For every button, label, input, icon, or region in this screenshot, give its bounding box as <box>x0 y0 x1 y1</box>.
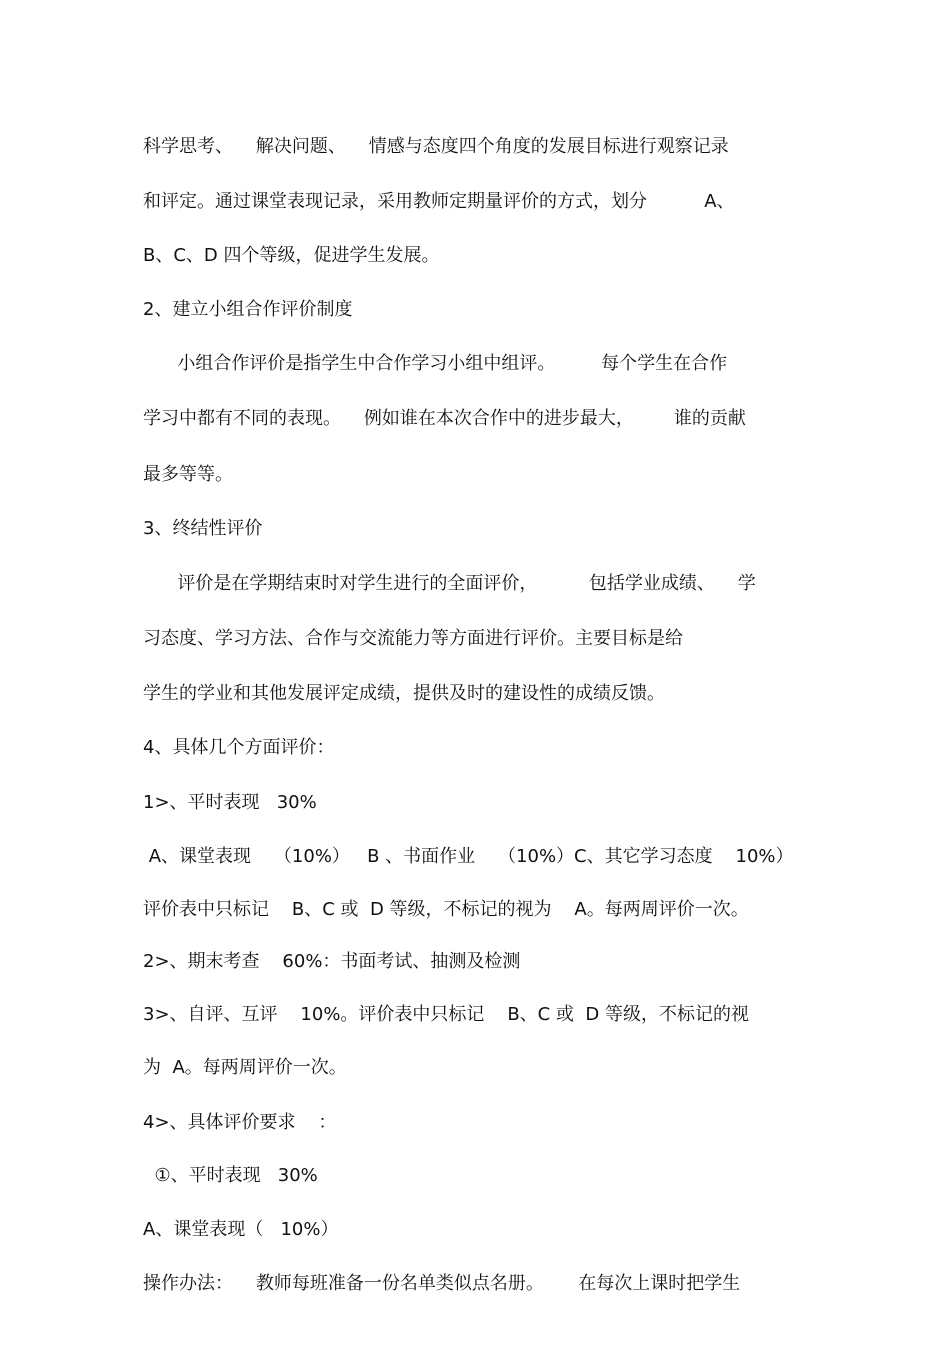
section-heading: 3、终结性评价 <box>143 518 263 539</box>
text-line: 为 A。每两周评价一次。 <box>143 1057 347 1078</box>
text-line: 小组合作评价是指学生中合作学习小组中组评。 每个学生在合作 <box>143 353 728 374</box>
text-line: 评价是在学期结束时对学生进行的全面评价， 包括学业成绩、 学 <box>143 573 756 594</box>
text-line: 最多等等。 <box>143 464 233 485</box>
text-line: A、课堂表现（ 10%） <box>143 1219 339 1240</box>
text-line: 2>、期末考查 60%：书面考试、抽测及检测 <box>143 951 521 972</box>
text-line: 和评定。通过课堂表现记录，采用教师定期量评价的方式，划分 A、 <box>143 191 735 212</box>
text-line: 学生的学业和其他发展评定成绩，提供及时的建设性的成绩反馈。 <box>143 683 665 704</box>
text-line: 1>、平时表现 30% <box>143 792 317 813</box>
section-heading: 4、具体几个方面评价： <box>143 737 335 758</box>
text-line: 3>、自评、互评 10%。评价表中只标记 B、C 或 D 等级，不标记的视 <box>143 1004 749 1025</box>
text-line: A、课堂表现 （10%） B 、书面作业 （10%）C、其它学习态度 10%） <box>143 846 794 867</box>
text-line: 学习中都有不同的表现。 例如谁在本次合作中的进步最大， 谁的贡献 <box>143 408 746 429</box>
text-line: ①、平时表现 30% <box>143 1165 318 1186</box>
text-line: 科学思考、 解决问题、 情感与态度四个角度的发展目标进行观察记录 <box>143 136 729 157</box>
text-line: 4>、具体评价要求 ： <box>143 1112 337 1133</box>
text-line: 习态度、学习方法、合作与交流能力等方面进行评价。主要目标是给 <box>143 628 683 649</box>
text-line: 评价表中只标记 B、C 或 D 等级，不标记的视为 A。每两周评价一次。 <box>143 899 749 920</box>
text-line: B、C、D 四个等级，促进学生发展。 <box>143 245 440 266</box>
text-line: 操作办法： 教师每班准备一份名单类似点名册。 在每次上课时把学生 <box>143 1273 741 1294</box>
section-heading: 2、建立小组合作评价制度 <box>143 299 353 320</box>
